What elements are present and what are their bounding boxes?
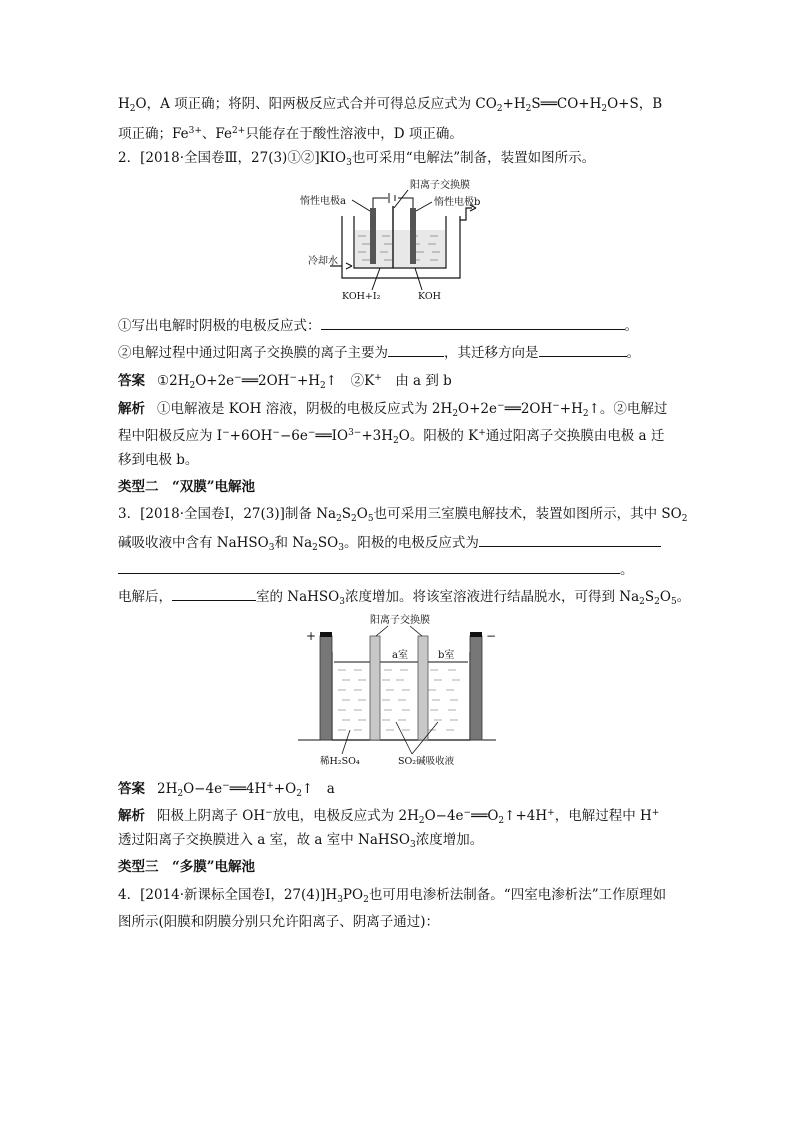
electrode-b-label: 惰性电极b — [434, 197, 480, 208]
text-line: $H_2O$，A 项正确；将阴、阳两极反应式合并可得总反应式为 $CO_2+H_2S══CO+H_2O+S$，B — [118, 96, 663, 114]
analysis-label: 解析 — [118, 808, 145, 824]
analysis-line: 解析 ①电解液是 KOH 溶液，阴极的电极反应式为 $2H_2O+2e^-══2OH^-+H_2↑$。②电解过 — [118, 401, 668, 419]
question-4-line: 图所示(阳膜和阴膜分别只允许阳离子、阴离子通过)： — [118, 914, 440, 930]
answer-line: 答案 $2H_2O-4e^-══4H^++O_2↑$ a — [118, 781, 335, 799]
left-solution-label: 稀H₂SO₄ — [320, 756, 360, 767]
electrolysis-cell-figure-1 — [300, 178, 480, 303]
analysis-label: 解析 — [118, 401, 145, 417]
answer-blank[interactable] — [479, 532, 661, 547]
question-3-line: 。 — [118, 559, 634, 579]
room-b-label: b室 — [438, 650, 455, 661]
membrane-left — [370, 636, 380, 740]
question-3-title: 3．[2018·全国卷Ⅰ，27(3)]制备 $Na_2S_2O_5$也可采用三室膜电解技术，装置如图所示，其中 $SO_2$ — [118, 506, 688, 524]
answer-line: 答案 $①2H_2O+2e^-══2OH^-+H_2↑$ ②K+ 由 a 到 b — [118, 373, 452, 391]
coolant-label: 冷却水 — [308, 256, 338, 267]
question-2-title: 2．[2018·全国卷Ⅲ，$27(3)①②]KIO_3$也可采用“电解法”制备，装置如图所示。 — [118, 150, 596, 168]
right-solution-label: SO₂碱吸收液 — [398, 756, 455, 767]
electrode-b — [410, 208, 416, 264]
analysis-line: 程中阳极反应为 $I^-+6OH^--6e^-══IO^{3-}+3H_2O$。阳极的 K+通过阳离子交换膜由电极 a 迁 — [118, 428, 665, 446]
question-3-line: 碱吸收液中含有 NaHSO$_3$和 $Na_2SO_3$。阳极的电极反应式为 — [118, 532, 661, 557]
plus-sign: + — [306, 629, 317, 643]
answer-label: 答案 — [118, 781, 145, 797]
analysis-line: 解析 阳极上阴离子 OH−放电，电极反应式为 $2H_2O-4e^-══O_2↑+4H^+$，电解过程中 H+ — [118, 808, 660, 826]
membrane-right — [418, 636, 428, 740]
section-heading: 类型二 “双膜”电解池 — [118, 479, 256, 495]
question-3-line: 电解后， 室的 NaHSO$_3$浓度增加。将该室溶液进行结晶脱水，可得到 $Na_2S_2O_5$。 — [118, 586, 690, 611]
answer-blank[interactable] — [539, 342, 627, 357]
section-heading: 类型三 “多膜”电解池 — [118, 859, 256, 875]
anode — [320, 636, 332, 740]
sub-question-2: ②电解过程中通过阳离子交换膜的离子主要为 ，其迁移方向是 。 — [118, 342, 640, 362]
answer-label: 答案 — [118, 373, 145, 389]
analysis-line: 透过阳离子交换膜进入 a 室，故 a 室中 NaHSO$_3$浓度增加。 — [118, 832, 484, 850]
analysis-line: 移到电极 b。 — [118, 452, 199, 468]
answer-blank[interactable] — [118, 559, 620, 574]
three-chamber-cell-figure — [298, 612, 496, 770]
answer-blank[interactable] — [321, 315, 625, 330]
right-solution-label: KOH — [418, 291, 441, 302]
cathode — [470, 636, 482, 740]
left-solution-label: KOH+I₂ — [342, 291, 381, 302]
question-4-title: 4．[2014·新课标全国卷Ⅰ，$27(4)]H_3PO_2$也可用电渗析法制备。“四室电渗析法”工作原理如 — [118, 887, 667, 905]
answer-blank[interactable] — [172, 586, 256, 601]
electrode-a — [370, 208, 376, 264]
electrode-a-label: 惰性电极a — [300, 196, 346, 207]
sub-question-1: ①写出电解时阴极的电极反应式： 。 — [118, 315, 638, 335]
minus-sign: − — [486, 629, 496, 643]
membrane-label: 阳离子交换膜 — [410, 180, 470, 191]
membrane-label: 阳离子交换膜 — [370, 615, 430, 626]
room-a-label: a室 — [392, 650, 408, 661]
answer-blank[interactable] — [388, 342, 444, 357]
text-line: 项正确；$Fe^{3+}$、$Fe^{2+}$只能存在于酸性溶液中，D 项正确。 — [118, 126, 463, 142]
electrolyte — [355, 230, 445, 267]
